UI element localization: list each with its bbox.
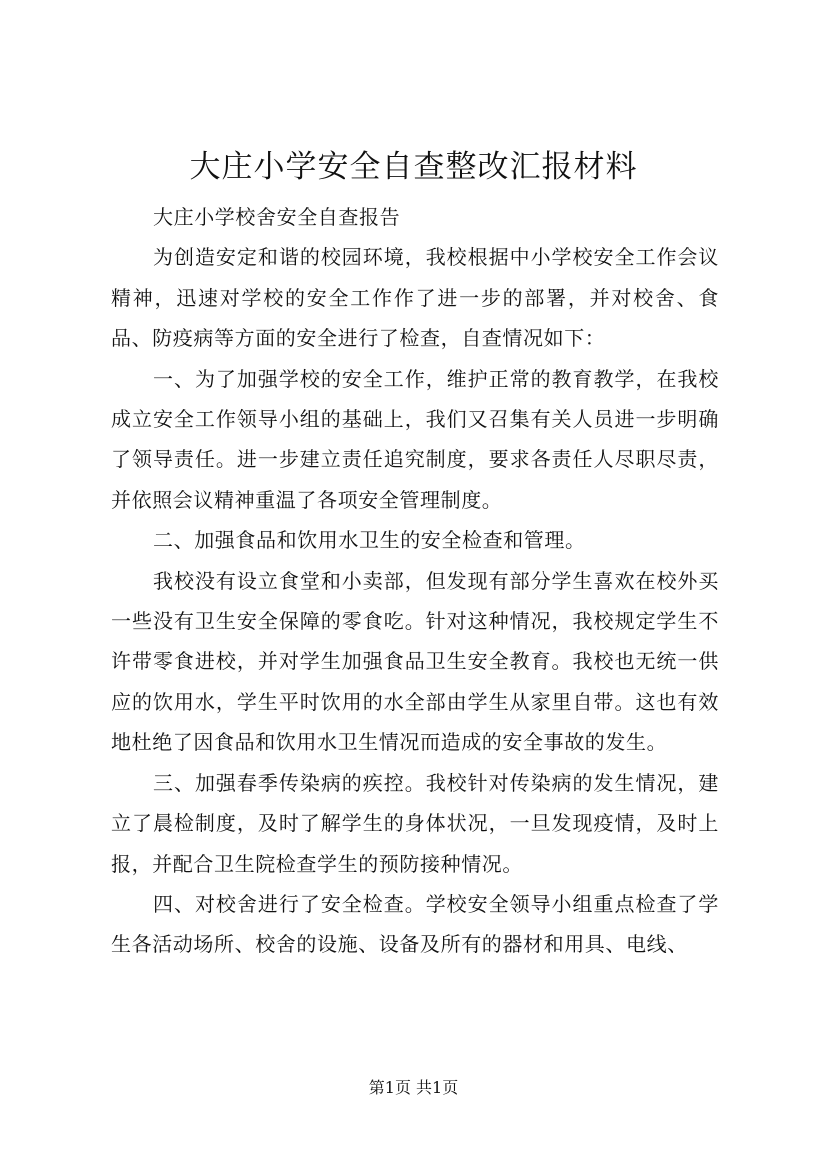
- document-title: 大庄小学安全自查整改汇报材料: [189, 149, 638, 185]
- paragraph-section-3: 三、加强春季传染病的疾控。我校针对传染病的发生情况，建立了晨检制度，及时了解学生的身体状况，一旦发现疫情，及时上报，并配合卫生院检查学生的预防接种情况。: [111, 770, 719, 876]
- paragraph-section-4: 四、对校舍进行了安全检查。学校安全领导小组重点检查了学生各活动场所、校舍的设施、设备及所有的器材和用具、电线、: [111, 891, 719, 957]
- page-number-footer: 第1页 共1页: [368, 1078, 459, 1097]
- paragraph-section-2-heading: 二、加强食品和饮用水卫生的安全检查和管理。: [153, 528, 586, 553]
- paragraph-intro: 为创造安定和谐的校园环境，我校根据中小学校安全工作会议精神，迅速对学校的安全工作作了进一步的部署，并对校舍、食品、防疫病等方面的安全进行了检查，自查情况如下：: [111, 245, 719, 351]
- paragraph-section-2-body: 我校没有设立食堂和小卖部，但发现有部分学生喜欢在校外买一些没有卫生安全保障的零食吃。针对这种情况，我校规定学生不许带零食进校，并对学生加强食品卫生安全教育。我校也无统一供应的饮用水，学生平时饮用的水全部由学生从家里自带。这也有效地杜绝了因食品和饮用水卫生情况而造成的安全事故的发生。: [111, 568, 719, 755]
- paragraph-subtitle: 大庄小学校舍安全自查报告: [153, 205, 401, 229]
- document-body: [111, 197, 719, 965]
- paragraph-section-1: 一、为了加强学校的安全工作，维护正常的教育教学，在我校成立安全工作领导小组的基础上，我们又召集有关人员进一步明确了领导责任。进一步建立责任追究制度，要求各责任人尽职尽责，并依照会议精神重温了各项安全管理制度。: [111, 366, 719, 512]
